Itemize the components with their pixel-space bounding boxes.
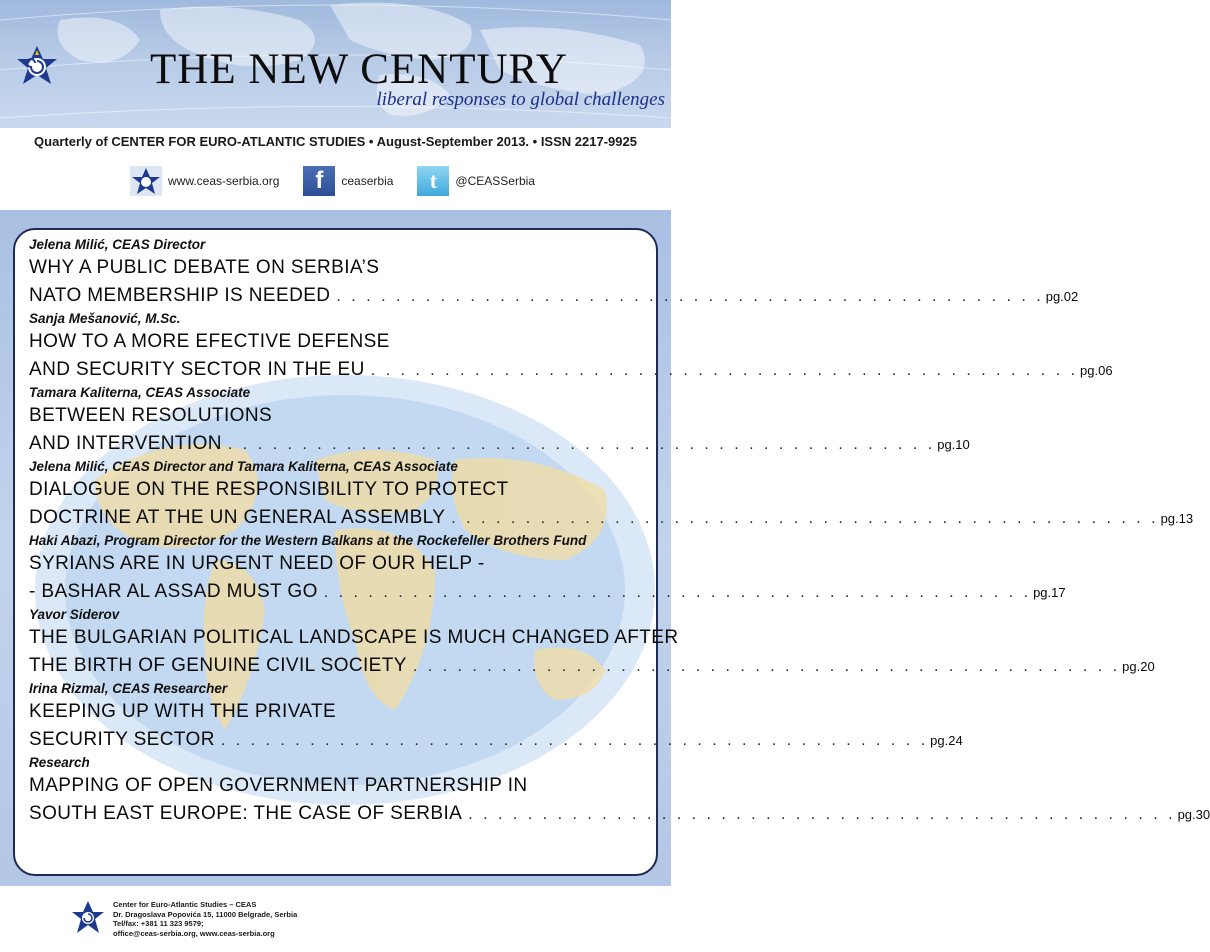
entry-title-row [29, 578, 1066, 606]
entry-author: Tamara Kaliterna, CEAS Associate [29, 385, 251, 400]
entry-title-line: HOW TO A MORE EFECTIVE DEFENSE [29, 331, 390, 352]
toc-entry[interactable] [29, 680, 963, 754]
entry-author: Jelena Milić, CEAS Director [29, 237, 206, 252]
entry-author: Haki Abazi, Program Director for the Western Balkans at the Rockefeller Brothers Fund [29, 533, 587, 548]
entry-author: Research [29, 755, 90, 770]
entry-title-line: BETWEEN RESOLUTIONS [29, 405, 273, 426]
entry-title-row [29, 430, 970, 458]
issue-info: Quarterly of CENTER FOR EURO-ATLANTIC STUDIES • August-September 2013. • ISSN 2217-9925 [34, 134, 637, 149]
toc-list [29, 236, 1210, 828]
entry-title-line: - BASHAR AL ASSAD MUST GO [29, 581, 318, 602]
entry-author: Sanja Mešanović, M.Sc. [29, 311, 181, 326]
entry-title-row [29, 800, 1210, 828]
org-name: Center for Euro-Atlantic Studies – CEAS [113, 900, 257, 909]
social-links [130, 164, 559, 198]
facebook-icon: f [303, 166, 335, 196]
org-phone: Tel/fax: +381 11 323 9579; [113, 919, 204, 928]
entry-page: pg.30 [1177, 807, 1210, 822]
entry-title-line: SECURITY SECTOR [29, 729, 215, 750]
entry-author: Irina Rizmal, CEAS Researcher [29, 681, 228, 696]
contact-info [113, 900, 297, 938]
facebook-label: ceaserbia [341, 174, 394, 188]
entry-author: Yavor Siderov [29, 607, 120, 622]
twitter-link[interactable] [417, 166, 535, 196]
leader-dots: . . . . . . . . . . . . . . . . . . . . . . . . . . . . . . . . . . . . . . . . . . . . . . . . [227, 436, 936, 453]
toc-entry[interactable] [29, 458, 1194, 532]
entry-page: pg.13 [1160, 511, 1194, 526]
entry-title-row [29, 652, 1155, 680]
org-email-web[interactable]: office@ceas-serbia.org, www.ceas-serbia.org [113, 928, 275, 938]
entry-title-line: DIALOGUE ON THE RESPONSIBILITY TO PROTECT [29, 479, 509, 500]
entry-title-line: WHY A PUBLIC DEBATE ON SERBIA’S [29, 257, 380, 278]
entry-title-row [29, 726, 963, 754]
table-of-contents-panel [13, 228, 1210, 876]
entry-title-line: AND INTERVENTION [29, 433, 222, 454]
facebook-link[interactable] [303, 166, 393, 196]
leader-dots: . . . . . . . . . . . . . . . . . . . . . . . . . . . . . . . . . . . . . . . . . . . . . . . . [220, 732, 929, 749]
twitter-icon: t [417, 166, 449, 196]
entry-page: pg.10 [937, 437, 970, 452]
leader-dots: . . . . . . . . . . . . . . . . . . . . . . . . . . . . . . . . . . . . . . . . . . . . . . . . [370, 362, 1079, 379]
publication-subtitle: liberal responses to global challenges [376, 89, 665, 110]
entry-title-line: NATO MEMBERSHIP IS NEEDED [29, 285, 331, 306]
ceas-star-logo-icon [130, 166, 162, 196]
entry-title-line: THE BULGARIAN POLITICAL LANDSCAPE IS MUCH CHANGED AFTER [29, 627, 679, 648]
ceas-star-logo-icon [70, 900, 106, 936]
leader-dots: . . . . . . . . . . . . . . . . . . . . . . . . . . . . . . . . . . . . . . . . . . . . . . . . [468, 806, 1176, 823]
toc-entry[interactable] [29, 384, 970, 458]
footer [0, 888, 671, 952]
org-address: Dr. Dragoslava Popovića 15, 11000 Belgrade, Serbia [113, 909, 298, 919]
leader-dots: . . . . . . . . . . . . . . . . . . . . . . . . . . . . . . . . . . . . . . . . . . . . . . . . [323, 584, 1032, 601]
entry-title-row [29, 282, 1079, 310]
entry-page: pg.20 [1122, 659, 1155, 674]
entry-title-line: KEEPING UP WITH THE PRIVATE [29, 701, 337, 722]
entry-title-row [29, 356, 1113, 384]
toc-entry[interactable] [29, 236, 1079, 310]
entry-page: pg.24 [930, 733, 963, 748]
entry-page: pg.06 [1080, 363, 1113, 378]
website-label: www.ceas-serbia.org [168, 174, 280, 188]
toc-entry[interactable] [29, 754, 1210, 828]
twitter-label: @CEASSerbia [455, 174, 535, 188]
entry-page: pg.17 [1033, 585, 1066, 600]
ceas-star-logo-icon [14, 44, 60, 90]
entry-title-line: MAPPING OF OPEN GOVERNMENT PARTNERSHIP IN [29, 775, 528, 796]
toc-entry[interactable] [29, 532, 1066, 606]
entry-title-line: SOUTH EAST EUROPE: THE CASE OF SERBIA [29, 803, 463, 824]
entry-title-line: AND SECURITY SECTOR IN THE EU [29, 359, 365, 380]
entry-title-row [29, 504, 1194, 532]
entry-author: Jelena Milić, CEAS Director and Tamara Kaliterna, CEAS Associate [29, 459, 458, 474]
entry-page: pg.02 [1045, 289, 1079, 304]
toc-entry[interactable] [29, 310, 1113, 384]
toc-entry[interactable] [29, 606, 1155, 680]
leader-dots: . . . . . . . . . . . . . . . . . . . . . . . . . . . . . . . . . . . . . . . . . . . . . . . . [336, 288, 1044, 305]
leader-dots: . . . . . . . . . . . . . . . . . . . . . . . . . . . . . . . . . . . . . . . . . . . . . . . . [412, 658, 1121, 675]
entry-title-line: SYRIANS ARE IN URGENT NEED OF OUR HELP - [29, 553, 485, 574]
website-link[interactable] [130, 166, 279, 196]
masthead [0, 0, 671, 128]
entry-title-line: DOCTRINE AT THE UN GENERAL ASSEMBLY [29, 507, 446, 528]
entry-title-line: THE BIRTH OF GENUINE CIVIL SOCIETY [29, 655, 407, 676]
publication-title: THE NEW CENTURY [150, 46, 568, 93]
leader-dots: . . . . . . . . . . . . . . . . . . . . . . . . . . . . . . . . . . . . . . . . . . . . . . . . [451, 510, 1159, 527]
